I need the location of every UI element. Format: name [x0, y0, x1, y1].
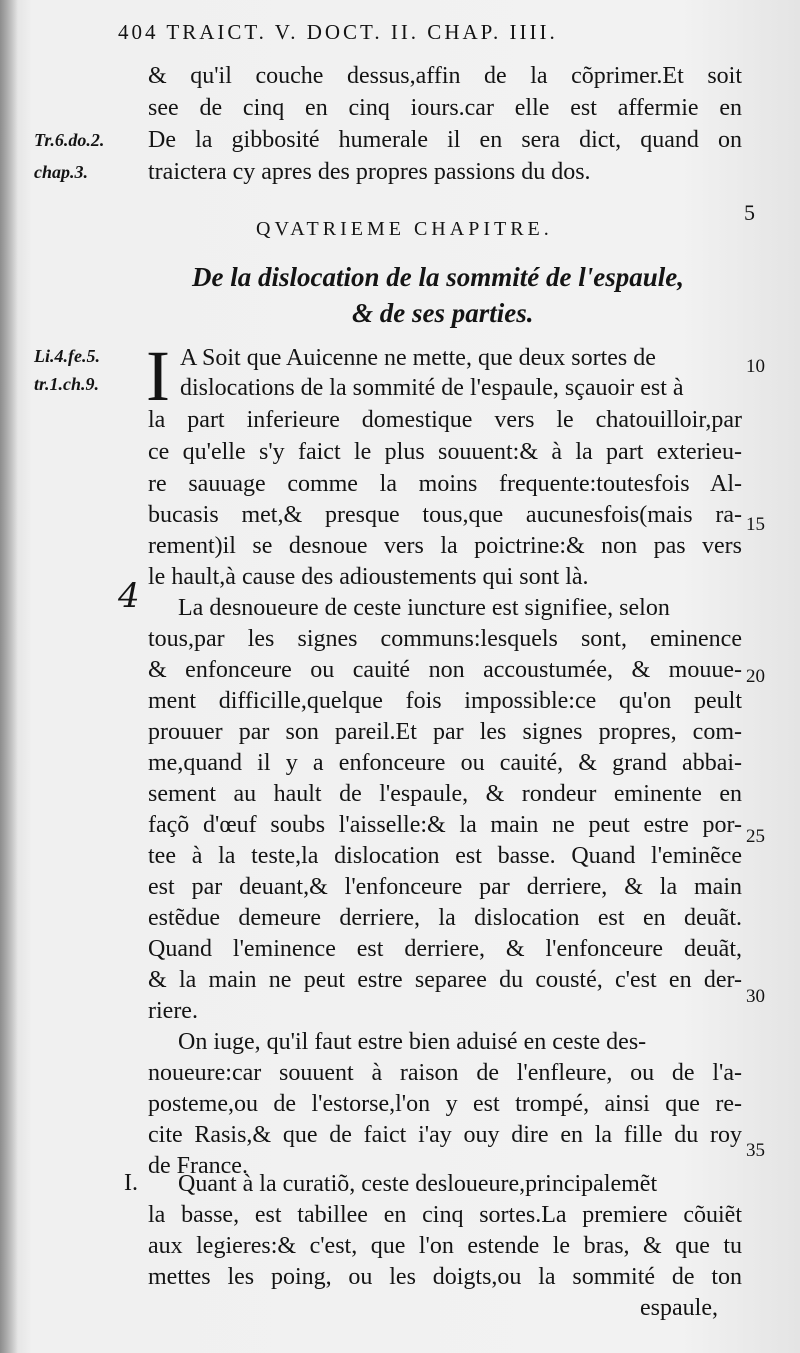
margin-note: chap.3.: [34, 162, 88, 182]
chapter-title: De la dislocation de la sommité de l'espaule,: [192, 262, 684, 292]
text-line: prouuer par son pareil.Et par les signes propres, com-: [148, 719, 742, 745]
text-line: traictera cy apres des propres passions du dos.: [148, 159, 591, 185]
running-head: 404 TRAICT. V. DOCT. II. CHAP. IIII.: [118, 20, 558, 44]
text-line: Quant à la curatiõ, ceste desloueure,principalemẽt: [178, 1171, 658, 1197]
text-line: cite Rasis,& que de faict i'ay ouy dire en la fille du roy: [148, 1122, 742, 1148]
text-line: tous,par les signes communs:lesquels sont, eminence: [148, 626, 742, 652]
gutter-shadow: [0, 0, 18, 1353]
drop-cap: I: [146, 336, 170, 416]
text-line: espaule,: [640, 1295, 718, 1321]
line-number: 15: [746, 514, 765, 535]
text-line: A Soit que Auicenne ne mette, que deux sortes de: [180, 345, 656, 371]
line-number: 30: [746, 986, 765, 1007]
text-line: mettes les poing, ou les doigts,ou la sommité de ton: [148, 1264, 742, 1290]
handwritten-numeral: 4: [118, 576, 140, 616]
margin-note: Li.4.fe.5.: [34, 346, 100, 366]
text-line: & qu'il couche dessus,affin de la cõprimer.Et soit: [148, 63, 742, 89]
text-line: me,quand il y a enfonceure ou cauité, & grand abbai-: [148, 750, 742, 776]
text-line: le hault,à cause des adioustements qui sont là.: [148, 564, 589, 590]
margin-note: Tr.6.do.2.: [34, 130, 105, 150]
text-line: estẽdue demeure derriere, la dislocation est en deuãt.: [148, 905, 742, 931]
text-line: De la gibbosité humerale il en sera dict, quand on: [148, 127, 742, 153]
margin-note: tr.1.ch.9.: [34, 374, 100, 394]
text-line: ment difficille,quelque fois impossible:ce qu'on peult: [148, 688, 742, 714]
text-line: bucasis met,& presque tous,que aucunesfois(mais ra-: [148, 502, 742, 528]
text-line: tee à la teste,la dislocation est basse. Quand l'eminẽce: [148, 843, 742, 869]
text-line: On iuge, qu'il faut estre bien aduisé en ceste des-: [178, 1029, 647, 1055]
text-line: aux legieres:& c'est, que l'on estende le bras, & que tu: [148, 1233, 742, 1259]
text-line: riere.: [148, 998, 198, 1024]
item-number: I.: [124, 1170, 138, 1196]
text-line: La desnoueure de ceste iuncture est signifiee, selon: [178, 595, 670, 621]
edge-mark: 5: [744, 200, 755, 225]
text-line: & la main ne peut estre separee du cousté, c'est en der-: [148, 967, 742, 993]
line-number: 35: [746, 1140, 765, 1161]
line-number: 20: [746, 666, 765, 687]
text-line: est par deuant,& l'enfonceure par derriere, & la main: [148, 874, 742, 900]
line-number: 10: [746, 356, 765, 377]
text-line: Quand l'eminence est derriere, & l'enfonceure deuãt,: [148, 936, 742, 962]
chapter-subtitle: & de ses parties.: [352, 298, 534, 328]
chapter-label: QVATRIEME CHAPITRE.: [256, 218, 553, 240]
text-line: la basse, est tabillee en cinq sortes.La premiere cõuiẽt: [148, 1202, 742, 1228]
text-line: & enfonceure ou cauité non accoustumée, & mouue-: [148, 657, 742, 683]
text-line: rement)il se desnoue vers la poictrine:& non pas vers: [148, 533, 742, 559]
line-number: 25: [746, 826, 765, 847]
text-line: re sauuage comme la moins frequente:toutesfois Al-: [148, 471, 742, 497]
text-line: posteme,ou de l'estorse,l'on y est trompé, ainsi que re-: [148, 1091, 742, 1117]
text-line: sement au hault de l'espaule, & rondeur eminente en: [148, 781, 742, 807]
text-line: see de cinq en cinq iours.car elle est affermie en: [148, 95, 742, 121]
text-line: de France.: [148, 1153, 248, 1179]
text-line: noueure:car souuent à raison de l'enfleure, ou de l'a-: [148, 1060, 742, 1086]
text-line: façõ d'œuf soubs l'aisselle:& la main ne peut estre por-: [148, 812, 742, 838]
text-line: ce qu'elle s'y faict le plus souuent:& à la part exterieu-: [148, 439, 742, 465]
text-line: la part inferieure domestique vers le chatouilloir,par: [148, 407, 742, 433]
text-line: dislocations de la sommité de l'espaule, sçauoir est à: [180, 375, 684, 401]
